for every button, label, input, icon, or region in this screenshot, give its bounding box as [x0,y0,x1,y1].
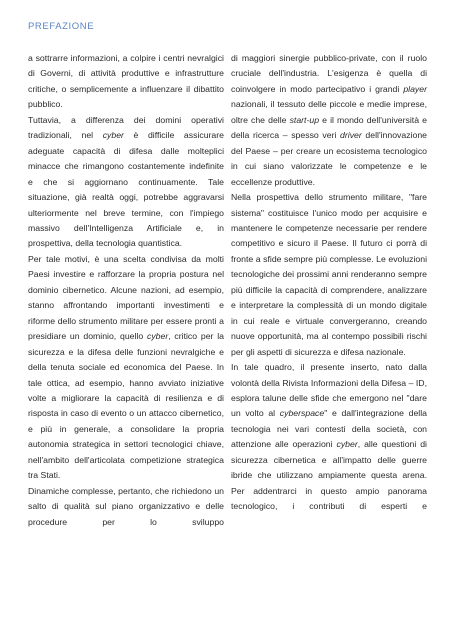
body-paragraph [28,51,224,113]
italic-term: player [403,83,427,94]
text-run: a sottrarre informazioni, a colpire i centri nevralgici di Governi, di attività produttive e infrastrutture critiche, o semplicemente a influenzare il dibattito pubblico. [28,53,224,110]
body-paragraph [28,252,224,484]
section-header: PREFAZIONE [28,21,95,32]
body-paragraph [231,360,427,515]
italic-term: cyber [146,331,169,342]
right-text-column [231,51,427,515]
text-run: è difficile assicurare adeguate capacità di difesa dalle molteplici minacce che rimangono costantemente indefinite e che si aggiornano continuamente. Tale situazione, già realtà oggi, potrebbe aggravarsi ulteriormente nel breve termine, con l'impiego massivo dell'Intelligenza Artificiale e, in prospettiva, della tecnologia quantistica. [28,130,224,249]
italic-term: cyber [102,130,124,141]
text-run: di maggiori sinergie pubblico-private, con il ruolo cruciale dell'industria. L'esigenza è quella di coinvolgere in modo partecipativo i grandi [231,53,427,94]
body-paragraph [28,484,224,530]
italic-term: start-up [289,114,320,125]
body-paragraph [28,113,224,252]
text-run: e il mondo dell'università e della ricerca – spesso veri [231,114,427,141]
text-run: nazionali, il tessuto delle piccole e medie imprese, oltre che delle [231,99,427,125]
italic-term: driver [340,130,362,141]
body-paragraph [231,190,427,360]
text-run: , alle questioni di sicurezza cibernetica e all'impatto delle guerre ibride che utilizzano ampiamente questa arena. Per addentrarci in questo ampio panorama tecnologico, i contributi di esperti e [231,439,427,512]
text-run: In tale quadro, il presente inserto, nato dalla volontà della Rivista Informazioni della Difesa – ID, esplora talune delle sfide che emergono nel "dare un volto al [231,362,427,419]
italic-term: cyber [336,439,358,450]
text-run: , critico per la sicurezza e la difesa delle funzioni nevralgiche e della tenuta sociale ed economica del Paese. In tale ottica, ad esempio, hanno avviato iniziative volte a migliorare la capacità di resilienza e di risposta in caso di evento o un attacco cibernetico, e più in generale, a consolidare la propria autonomia strategica in settori tecnologici chiave, nell'ambito dell'articolata competizione strategica tra Stati. [28,331,224,481]
text-run: dell'innovazione del Paese – per creare un ecosistema tecnologico in cui siano valorizzate le competenze e le eccellenze produttive. [231,130,427,187]
text-run: Nella prospettiva dello strumento militare, "fare sistema" costituisce l'unico modo per acquisire e mantenere le competenze necessarie per rendere competitivo e sicuro il Paese. Il futuro ci porrà di fronte a sfide sempre più complesse. Le evoluzioni tecnologiche dei prossimi anni renderanno sempre più difficile la capacità di comprendere, analizzare e interpretare la complessità di un mondo digitale in cui reale e virtuale convergeranno, creando nuove opportunità, ma al contempo possibili rischi per gli aspetti di sicurezza e difesa nazionale. [231,192,427,357]
body-paragraph [231,51,427,190]
text-run: Tuttavia, a differenza dei domini operativi tradizionali, nel [28,114,224,141]
text-run: Dinamiche complesse, pertanto, che richiedono un salto di qualità sul piano organizzativo e delle procedure per lo sviluppo [28,485,224,527]
left-text-column [28,51,224,530]
text-run: " e dall'integrazione della tecnologia nei vari contesti della società, con attenzione alle operazioni [231,408,427,450]
text-run: Per tale motivi, è una scelta condivisa da molti Paesi investire e rafforzare la propria postura nel dominio cibernetico. Alcune nazioni, ad esempio, stanno affrontando importanti investimenti e riforme dello strumento militare per essere pronti a presidiare un dominio, quello [28,253,224,342]
italic-term: cyberspace [279,408,325,419]
